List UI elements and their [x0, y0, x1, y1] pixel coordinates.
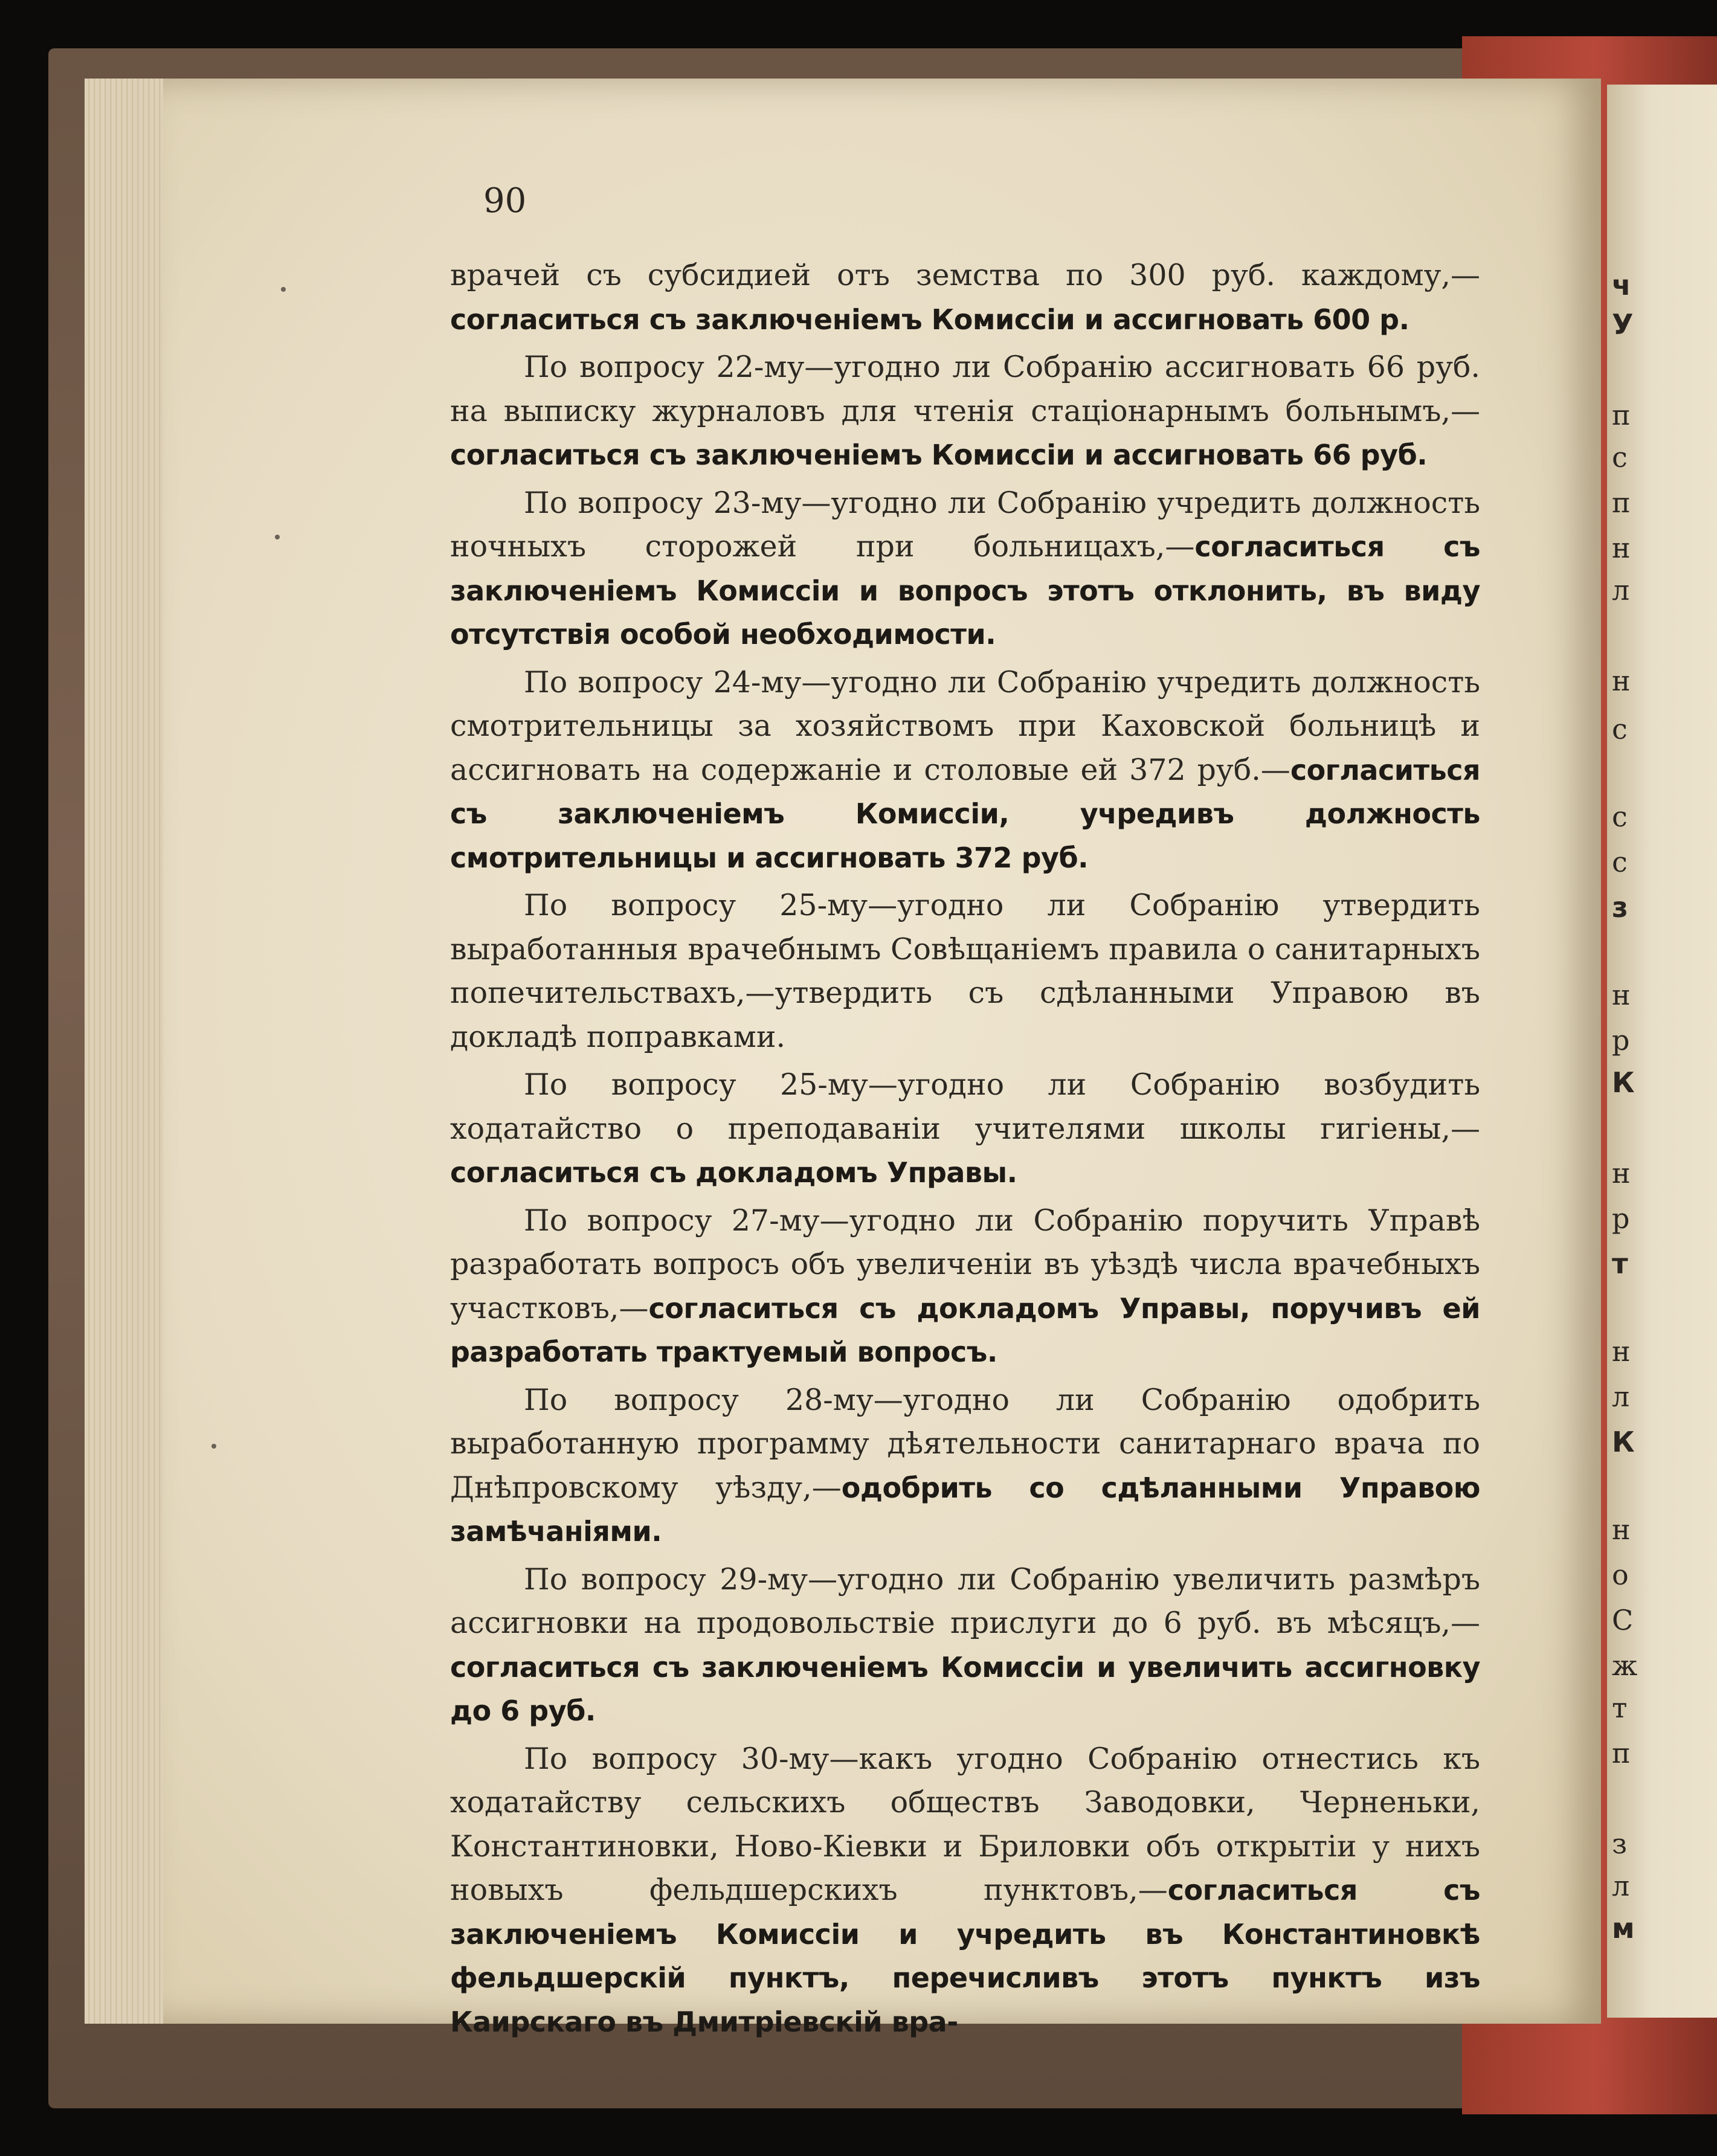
facing-page-letter: К — [1612, 1066, 1635, 1099]
paragraph — [450, 1737, 1480, 2044]
paragraph-text: По вопросу 30-му—какъ угодно Собранію отнестись къ ходатайству сельскихъ обществъ Заводовки, Черненьки, Константиновки, Ново-Кіевки и Бриловки объ открытіи у нихъ новыхъ фельдшерскихъ пунктовъ,— — [450, 1741, 1480, 1907]
facing-page-letter: с — [1612, 846, 1628, 878]
facing-page-letter: п — [1612, 486, 1631, 519]
facing-page-letter: с — [1612, 713, 1628, 745]
paragraph — [450, 481, 1480, 657]
facing-page-letter: н — [1612, 1335, 1631, 1368]
facing-page-letter: т — [1612, 1691, 1628, 1724]
facing-page-letter: ч — [1612, 269, 1631, 301]
paragraph-text: По вопросу 25-му—угодно ли Собранію возбудить ходатайство о преподаваніи учителями школы гигіены,— — [450, 1067, 1480, 1146]
facing-page-letter: л — [1612, 1870, 1630, 1902]
paragraph — [450, 254, 1480, 341]
page-number: 90 — [483, 181, 527, 220]
paragraph-text: По вопросу 22-му—угодно ли Собранію ассигновать 66 руб. на выписку журналовъ для чтенія стаціонарнымъ больнымъ,— — [450, 350, 1480, 428]
facing-page-letter: У — [1612, 308, 1634, 341]
ink-spot — [281, 287, 286, 292]
facing-page-letter: н — [1612, 979, 1631, 1011]
paragraph-text: врачей съ субсидией отъ земства по 300 руб. каждому,— — [450, 258, 1480, 292]
paragraph — [450, 346, 1480, 477]
paragraph — [450, 1063, 1480, 1195]
facing-page-letter: л — [1612, 574, 1630, 607]
ink-spot — [211, 1444, 216, 1449]
facing-page-letter: т — [1612, 1247, 1628, 1280]
resolution-text: согласиться съ заключеніемъ Комиссіи и увеличить ассигновку до 6 руб. — [450, 1650, 1480, 1727]
paragraph — [450, 661, 1480, 880]
facing-page-letter: С — [1612, 1604, 1634, 1636]
paragraph-text: По вопросу 25-му—угодно ли Собранію утвердить выработанныя врачебнымъ Совѣщаніемъ правила о санитарныхъ попечительствахъ,—утвердить съ сдѣланными Управою въ докладѣ поправками. — [450, 888, 1480, 1054]
facing-page-letter: н — [1612, 1513, 1631, 1546]
paragraph-text: По вопросу 29-му—угодно ли Собранію увеличить размѣръ ассигновки на продовольствіе прислуги до 6 руб. въ мѣсяцъ,— — [450, 1562, 1480, 1640]
ink-spot — [275, 535, 280, 539]
resolution-text: согласиться съ заключеніемъ Комиссіи и ассигновать 600 р. — [450, 303, 1409, 336]
facing-page-letter: н — [1612, 664, 1631, 697]
paragraph-text: По вопросу 27-му—угодно ли Собранію поручить Управѣ разработать вопросъ объ увеличеніи въ уѣздѣ числа врачебныхъ участковъ,— — [450, 1203, 1480, 1325]
paragraph — [450, 884, 1480, 1059]
facing-page-letter: з — [1612, 891, 1628, 924]
facing-page-letter: К — [1612, 1426, 1635, 1458]
paragraph-text: По вопросу 23-му—угодно ли Собранію учредить должность ночныхъ сторожей при больницахъ,— — [450, 485, 1480, 564]
resolution-text: согласиться съ заключеніемъ Комиссіи и учредить въ Константиновкѣ фельдшерскій пунктъ, перечисливъ этотъ пунктъ изъ Каирскаго въ Дмитріевскій вра- — [450, 1874, 1480, 2038]
resolution-text: согласиться съ заключеніемъ Комиссіи, учредивъ должность смотрительницы и ассигновать 372 руб. — [450, 753, 1480, 874]
paragraph-text: По вопросу 28-му—угодно ли Собранію одобрить выработанную программу дѣятельности санитарнаго врача по Днѣпровскому уѣзду,— — [450, 1382, 1480, 1505]
resolution-text: согласиться съ заключеніемъ Комиссіи и вопросъ этотъ отклонить, въ виду отсутствія особой необходимости. — [450, 530, 1480, 651]
facing-page-letter: м — [1612, 1912, 1635, 1945]
facing-page-letter: с — [1612, 800, 1628, 833]
facing-page-letter: л — [1612, 1380, 1630, 1413]
facing-page-letter: п — [1612, 1737, 1631, 1769]
facing-page-letter: о — [1612, 1559, 1629, 1591]
facing-page-letter: з — [1612, 1827, 1628, 1860]
page-body-text — [450, 254, 1480, 2048]
facing-page-letter: р — [1612, 1202, 1630, 1235]
paragraph — [450, 1199, 1480, 1374]
facing-page-letter: н — [1612, 532, 1631, 564]
resolution-text: согласиться съ докладомъ Управы. — [450, 1156, 1017, 1189]
resolution-text: согласиться съ докладомъ Управы, поручивъ ей разработать трактуемый вопросъ. — [450, 1292, 1480, 1368]
facing-page-letter: с — [1612, 441, 1628, 474]
paragraph — [450, 1379, 1480, 1554]
facing-page-edge — [1607, 85, 1717, 2018]
paragraph — [450, 1558, 1480, 1733]
resolution-text: одобрить со сдѣланными Управою замѣчаніями. — [450, 1471, 1480, 1548]
facing-page-letter: ж — [1612, 1649, 1638, 1682]
facing-page-letter: п — [1612, 399, 1631, 431]
facing-page-letter: н — [1612, 1157, 1631, 1189]
paragraph-text: По вопросу 24-му—угодно ли Собранію учредить должность смотрительницы за хозяйствомъ при Каховской больницѣ и ассигновать на содержаніе и столовые ей 372 руб.— — [450, 664, 1480, 787]
facing-page-letter: р — [1612, 1024, 1630, 1057]
resolution-text: согласиться съ заключеніемъ Комиссіи и ассигновать 66 руб. — [450, 439, 1428, 471]
